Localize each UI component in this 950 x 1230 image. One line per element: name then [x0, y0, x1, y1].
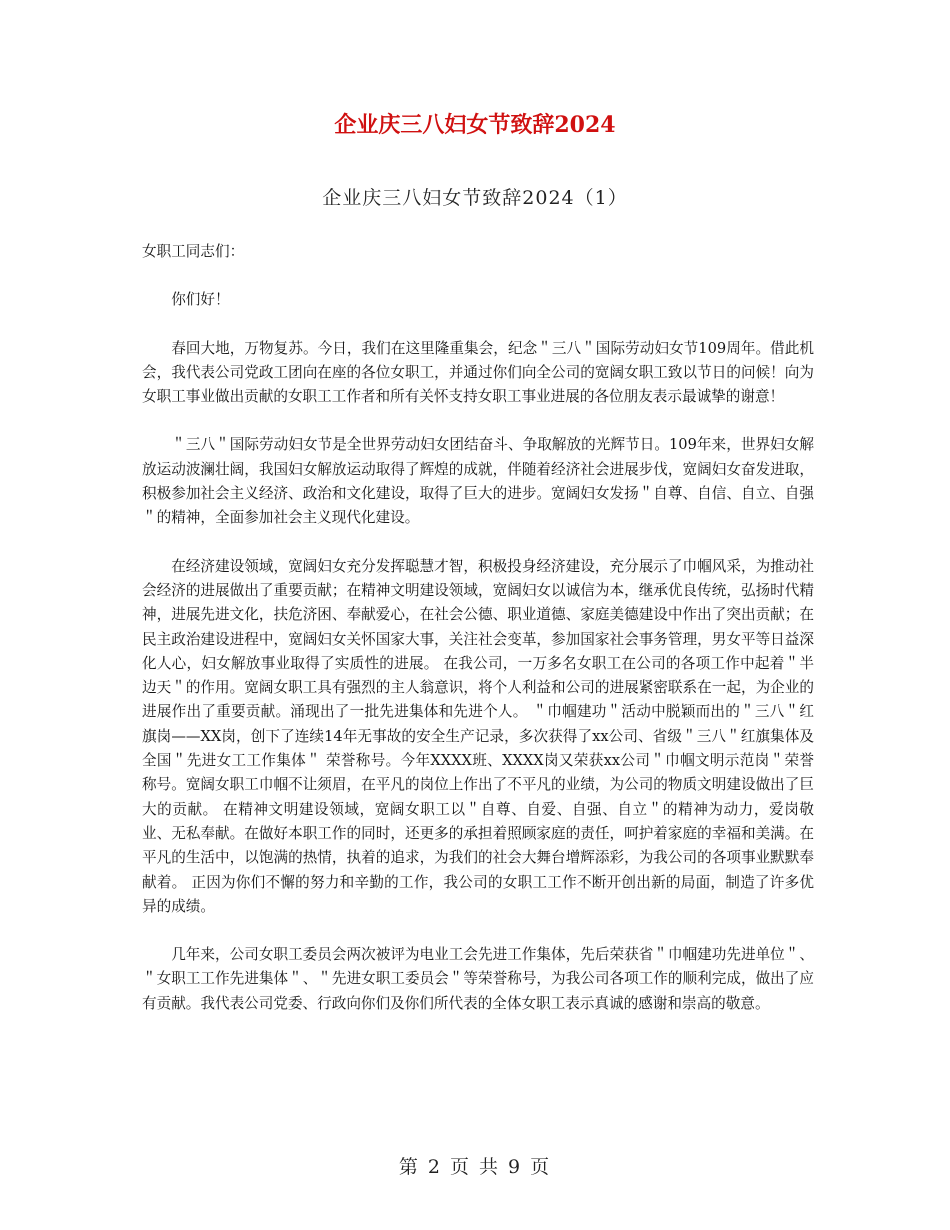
body-paragraph: 春回大地，万物复苏。今日，我们在这里隆重集会，纪念＂三八＂国际劳动妇女节109周年。借此机会，我代表公司党政工团向在座的各位女职工，并通过你们向全公司的宽阔女职工致以节日的问候！向为女职工事业做出贡献的女职工工作者和所有关怀支持女职工事业进展的各位朋友表示最诚挚的谢意！: [142, 339, 814, 406]
document-subtitle: 企业庆三八妇女节致辞2024（1）: [322, 187, 628, 209]
body-paragraph: 在经济建设领域，宽阔妇女充分发挥聪慧才智，积极投身经济建设，充分展示了巾帼风采，为推动社会经济的进展做出了重要贡献；在精神文明建设领域，宽阔妇女以诚信为本，继承优良传统，弘扬时代精神，进展先进文化，扶危济困、奉献爱心，在社会公德、职业道德、家庭美德建设中作出了突出贡献；在民主政治建设进程中，宽阔妇女关怀国家大事，关注社会变革，参加国家社会事务管理，男女平等日益深化人心，妇女解放事业取得了实质性的进展。 在我公司，一万多名女职工在公司的各项工作中起着＂半边天＂的作用。宽阔女职工具有强烈的主人翁意识，将个人利益和公司的进展紧密联系在一起，为企业的进展作出了重要贡献。涌现出了一批先进集体和先进个人。 ＂巾帼建功＂活动中脱颖而出的＂三八＂红旗岗——XX岗，创下了连续14年无事故的安全生产记录，多次获得了xx公司、省级＂三八＂红旗集体及全国＂先进女工工作集体＂ 荣誉称号。今年XXXX班、XXXX岗又荣获xx公司＂巾帼文明示范岗＂荣誉称号。宽阔女职工巾帼不让须眉，在平凡的岗位上作出了不平凡的业绩，为公司的物质文明建设做出了巨大的贡献。 在精神文明建设领域，宽阔女职工以＂自尊、自爱、自强、自立＂的精神为动力，爱岗敬业、无私奉献。在做好本职工作的同时，还更多的承担着照顾家庭的责任，呵护着家庭的幸福和美满。在平凡的生活中，以饱满的热情，执着的追求，为我们的社会大舞台增辉添彩，为我公司的各项事业默默奉献着。 正因为你们不懈的努力和辛勤的工作，我公司的女职工工作不断开创出新的局面，制造了许多优异的成绩。: [142, 557, 814, 915]
salutation-paragraph: 女职工同志们：: [142, 243, 245, 260]
document-title: 企业庆三八妇女节致辞2024: [334, 112, 616, 138]
document-body: [142, 240, 814, 1040]
greeting-paragraph: 你们好！: [171, 291, 230, 309]
page-number-footer: 第 2 页 共 9 页: [398, 1156, 552, 1178]
body-paragraph: 几年来，公司女职工委员会两次被评为电业工会先进工作集体，先后荣获省＂巾帼建功先进单位＂、＂女职工工作先进集体＂、＂先进女职工委员会＂等荣誉称号，为我公司各项工作的顺利完成，做出了应有贡献。我代表公司党委、行政向你们及你们所代表的全体女职工表示真诚的感谢和崇高的敬意。: [142, 946, 814, 1012]
body-paragraph: ＂三八＂国际劳动妇女节是全世界劳动妇女团结奋斗、争取解放的光辉节日。109年来，世界妇女解放运动波澜壮阔，我国妇女解放运动取得了辉煌的成就，伴随着经济社会进展步伐，宽阔妇女奋发进取，积极参加社会主义经济、政治和文化建设，取得了巨大的进步。宽阔妇女发扬＂自尊、自信、自立、自强＂的精神，全面参加社会主义现代化建设。: [142, 436, 814, 527]
